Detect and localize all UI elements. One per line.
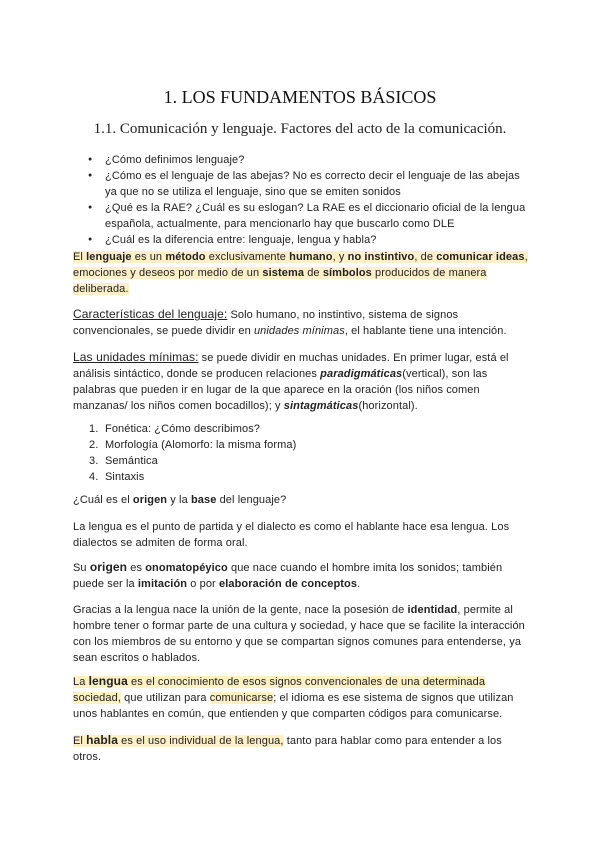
habla-definition: El habla es el uso individual de la lengua, tanto para hablar como para entender a los otros. xyxy=(73,733,502,763)
list-item: 1. Fonética: ¿Cómo describimos? xyxy=(89,423,261,435)
list-item: 2. Morfología (Alomorfo: la misma forma) xyxy=(89,439,297,451)
caracteristicas-paragraph: Características del lenguaje: Solo humano, no instintivo, sistema de signos convencionales, se puede dividir en unidades mínimas, el hablante tiene una intención. xyxy=(73,307,507,337)
list-item: ● ¿Qué es la RAE? ¿Cuál es su eslogan? La RAE es el diccionario oficial de la lengua española, actualmente, para mencionarlo hay que buscarlo como DLE xyxy=(73,200,528,232)
caracteristicas-heading: Características del lenguaje: xyxy=(73,307,228,321)
section-subtitle: 1.1. Comunicación y lenguaje. Factores del acto de la comunicación. xyxy=(93,121,507,137)
origen-paragraph: Su origen es onomatopéyico que nace cuando el hombre imita los sonidos; también puede ser la imitación o por elaboración de conceptos. xyxy=(73,560,503,590)
unidades-paragraph: Las unidades mínimas: se puede dividir en muchas unidades. En primer lugar, está el análisis sintáctico, donde se producen relaciones paradigmáticas(vertical), son las palabras que pueden ir en lugar de la que aparece en la oración (los niños comen manzanas/ los niños comen bocadillos); y sintagmáticas(horizontal). xyxy=(73,350,509,412)
lengua-dialecto-paragraph: La lengua es el punto de partida y el dialecto es como el hablante hace esa lengua. Los dialectos se admiten de forma oral. xyxy=(73,521,510,549)
unidades-heading: Las unidades mínimas: xyxy=(73,350,199,364)
origen-question: ¿Cuál es el origen y la base del lenguaje? xyxy=(73,494,287,506)
list-item: ● ¿Cómo es el lenguaje de las abejas? No es correcto decir el lenguaje de las abejas ya que no se utiliza el lenguaje, sino que se emiten sonidos xyxy=(73,168,528,200)
questions-list xyxy=(73,152,528,248)
gracias-paragraph: Gracias a la lengua nace la unión de la gente, nace la posesión de identidad, permite al hombre tener o formar parte de una cultura y sociedad, y hace que se facilite la interacción con los miembros de su entorno y que se compartan signos comunes para entenderse, ya sean escritos o hablados. xyxy=(73,604,525,664)
list-item: 3. Semántica xyxy=(89,455,158,467)
list-item: ● ¿Cuál es la diferencia entre: lenguaje, lengua y habla? xyxy=(73,232,528,248)
levels-list xyxy=(73,421,528,485)
list-item: 4. Sintaxis xyxy=(89,471,145,483)
page-title: 1. LOS FUNDAMENTOS BÁSICOS xyxy=(163,87,437,107)
lenguaje-definition: El lenguaje es un método exclusivamente humano, y no instintivo, de comunicar ideas, emociones y deseos por medio de un sistema de símbolos producidos de manera deliberada. xyxy=(73,251,528,295)
list-item: ● ¿Cómo definimos lenguaje? xyxy=(73,152,528,168)
lengua-definition: La lengua es el conocimiento de esos signos convencionales de una determinada sociedad, que utilizan para comunicarse; el idioma es ese sistema de signos que utilizan unos hablantes en común, que entienden y que comparten códigos para comunicarse. xyxy=(73,674,514,720)
